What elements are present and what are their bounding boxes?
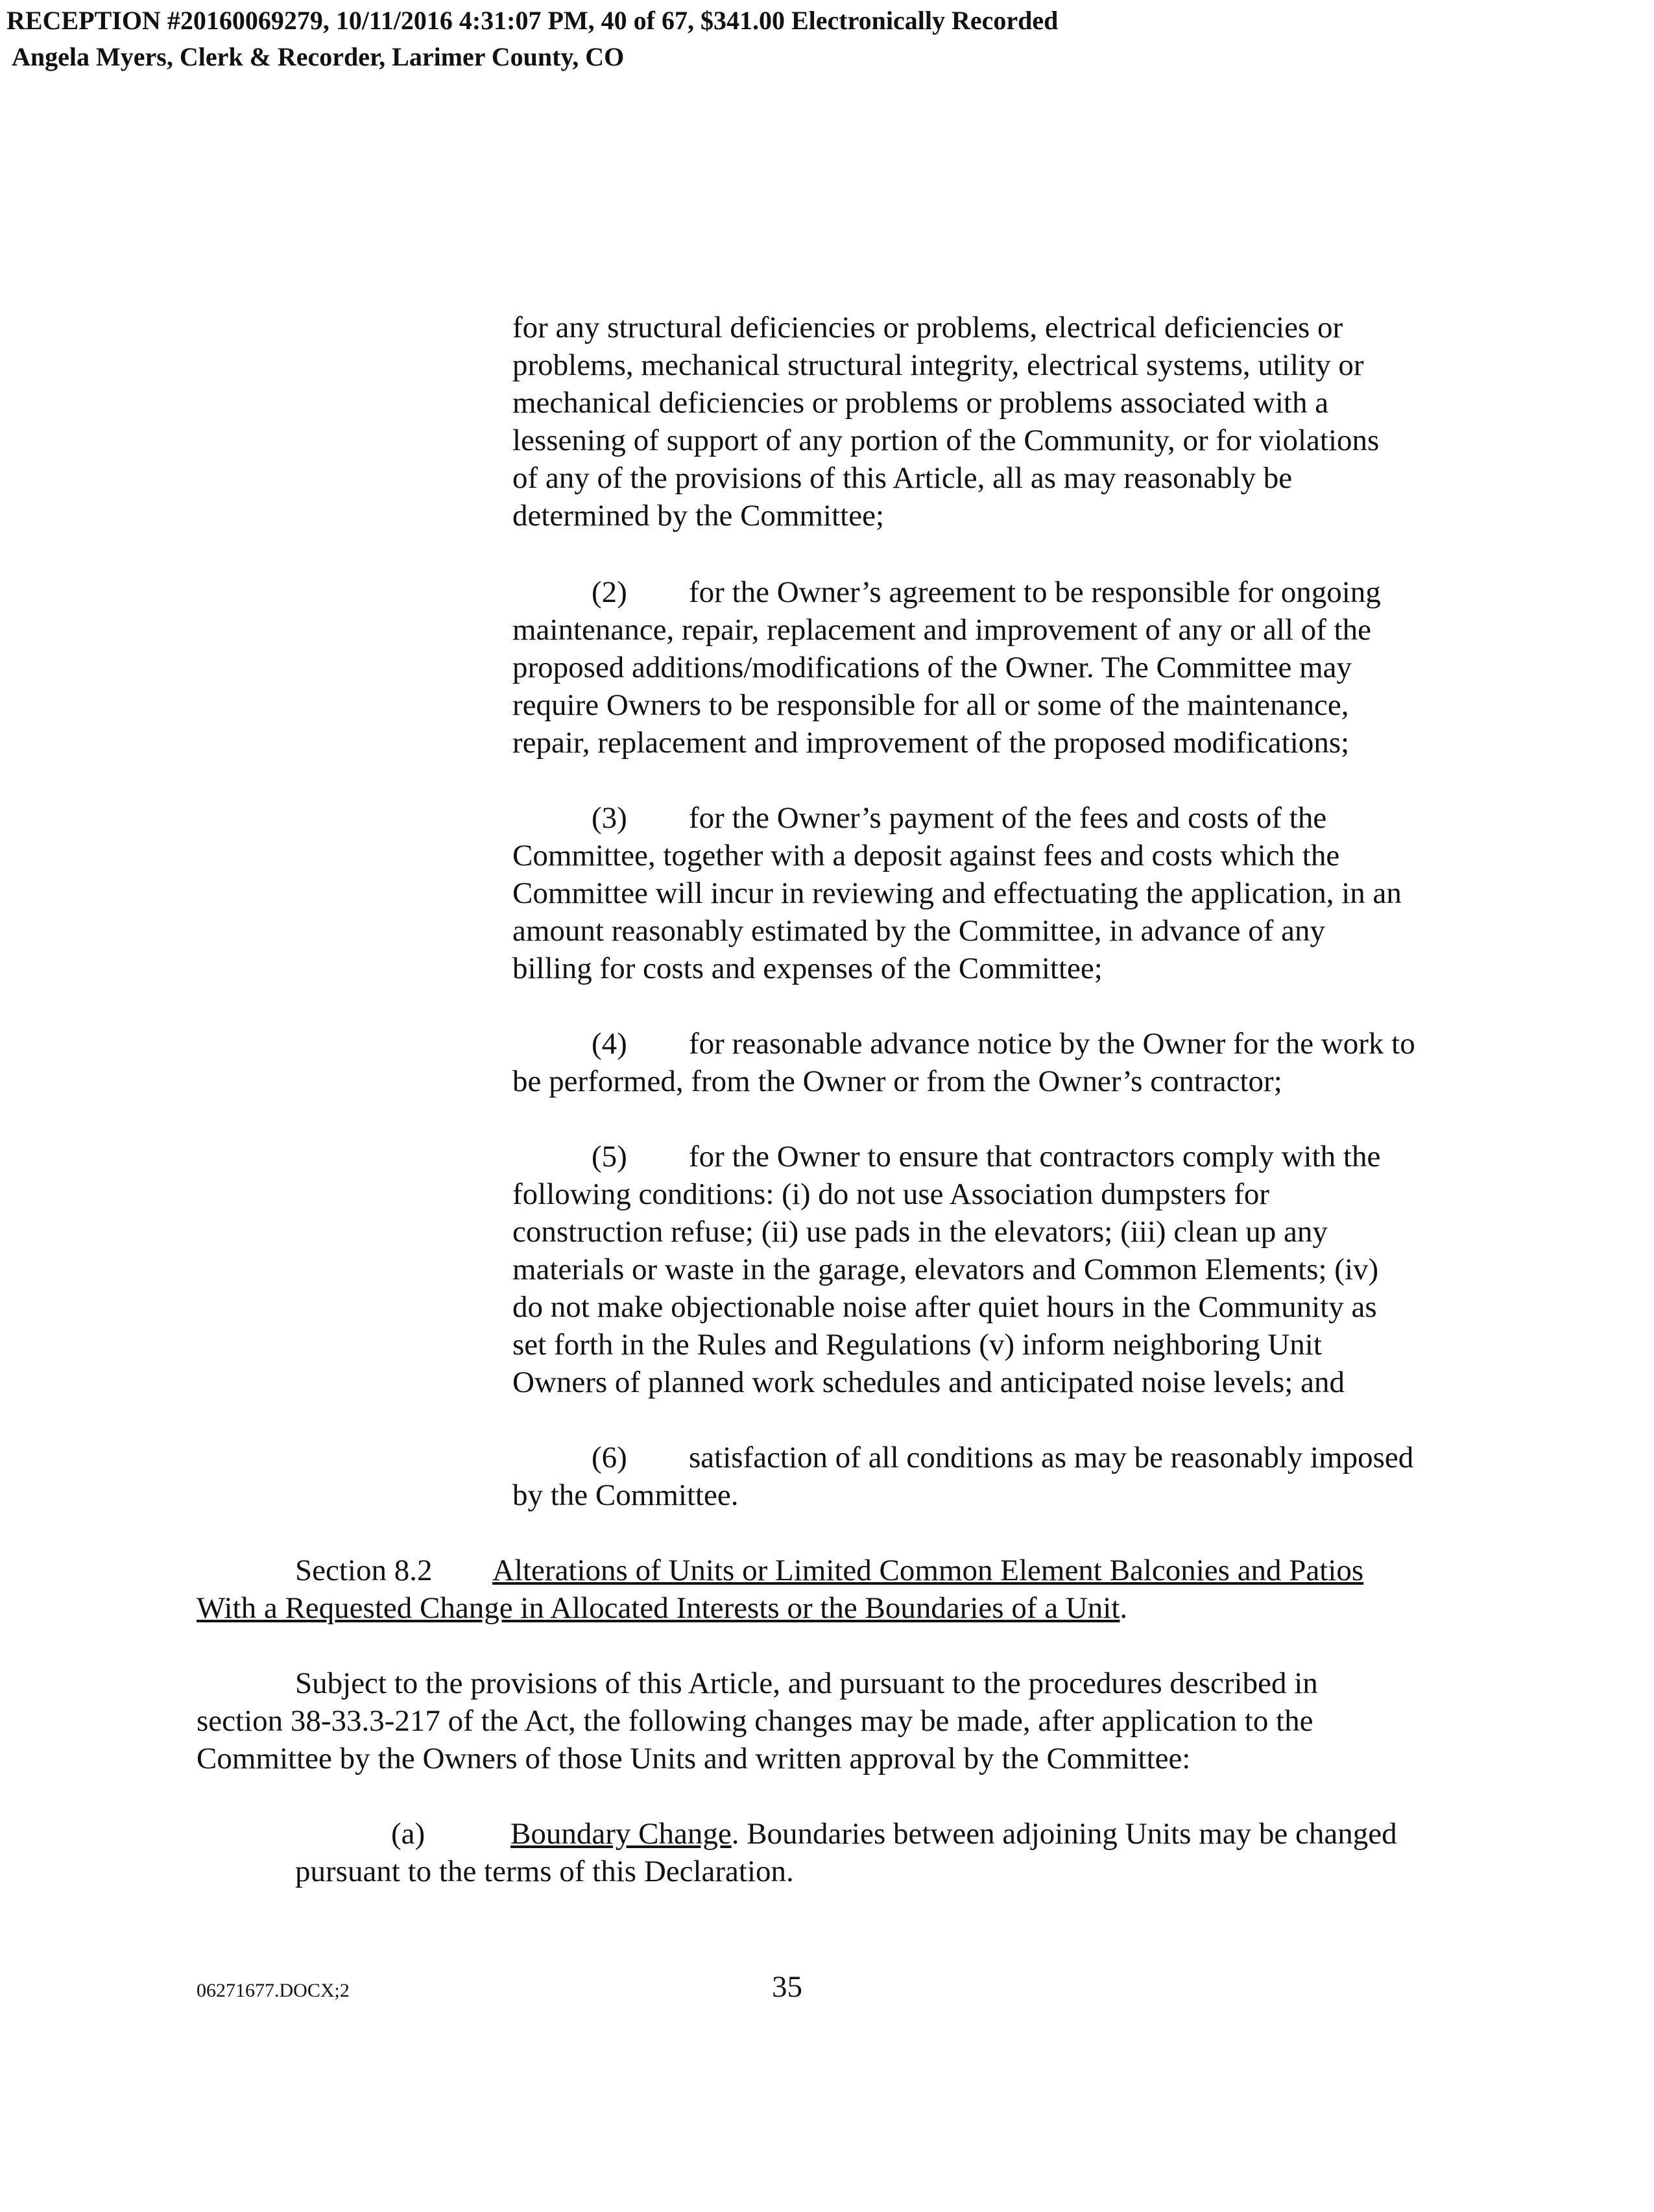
text-line: section 38-33.3-217 of the Act, the following changes may be made, after application to the <box>197 1704 1313 1738</box>
text-line: problems, mechanical structural integrity, electrical systems, utility or <box>512 348 1364 382</box>
section-title-period: . <box>1120 1591 1128 1625</box>
text-line: proposed additions/modifications of the Owner. The Committee may <box>512 651 1352 684</box>
text-line: of any of the provisions of this Article, all as may reasonably be <box>512 461 1293 495</box>
section-title-line-2: With a Requested Change in Allocated Interests or the Boundaries of a Unit <box>197 1591 1120 1625</box>
text-line: mechanical deficiencies or problems or problems associated with a <box>512 386 1329 420</box>
text-line: for reasonable advance notice by the Owner for the work to <box>689 1027 1415 1061</box>
intro-paragraph <box>197 1665 1318 1777</box>
section-title-line-1: Alterations of Units or Limited Common Element Balconies and Patios <box>492 1554 1364 1587</box>
text-line: determined by the Committee; <box>512 499 884 533</box>
list-item-4 <box>512 1025 1415 1100</box>
text-line: maintenance, repair, replacement and improvement of any or all of the <box>512 613 1371 647</box>
text-line: pursuant to the terms of this Declaration. <box>295 1855 794 1888</box>
sub-item-a <box>197 1815 1397 1890</box>
section-number: Section 8.2 <box>295 1554 433 1587</box>
text-line: billing for costs and expenses of the Committee; <box>512 952 1103 985</box>
text-line: materials or waste in the garage, elevators and Common Elements; (iv) <box>512 1253 1379 1286</box>
text-line: for the Owner to ensure that contractors comply with the <box>689 1140 1381 1173</box>
text-line: Subject to the provisions of this Article, and pursuant to the procedures described in <box>295 1666 1318 1700</box>
page-number: 35 <box>772 1970 802 2004</box>
text-line: require Owners to be responsible for all or some of the maintenance, <box>512 688 1349 722</box>
list-item-2 <box>512 573 1381 762</box>
text-line: Committee by the Owners of those Units and written approval by the Committee: <box>197 1742 1191 1775</box>
text-line: Owners of planned work schedules and anticipated noise levels; and <box>512 1365 1345 1399</box>
text-line: amount reasonably estimated by the Committee, in advance of any <box>512 914 1325 948</box>
list-item-3 <box>512 799 1402 987</box>
text-line: lessening of support of any portion of the Community, or for violations <box>512 424 1380 457</box>
text-line: by the Committee. <box>512 1478 739 1512</box>
section-heading <box>197 1552 1363 1627</box>
text-line: do not make objectionable noise after quiet hours in the Community as <box>512 1290 1377 1324</box>
item-number: (2) <box>592 575 627 609</box>
sub-item-heading: Boundary Change <box>510 1817 732 1851</box>
list-item-5 <box>512 1138 1380 1401</box>
text-line: repair, replacement and improvement of the proposed modifications; <box>512 726 1350 760</box>
text-line: set forth in the Rules and Regulations (v) inform neighboring Unit <box>512 1328 1322 1362</box>
text-line: for the Owner’s payment of the fees and costs of the <box>689 801 1327 835</box>
text-line: . Boundaries between adjoining Units may be changed <box>731 1817 1397 1851</box>
text-line: construction refuse; (ii) use pads in the elevators; (iii) clean up any <box>512 1215 1328 1249</box>
item-number: (6) <box>592 1441 627 1474</box>
item-number: (4) <box>592 1027 627 1061</box>
text-line: for any structural deficiencies or problems, electrical deficiencies or <box>512 311 1343 344</box>
text-line: be performed, from the Owner or from the Owner’s contractor; <box>512 1064 1282 1098</box>
document-id: 06271677.DOCX;2 <box>197 1980 350 2001</box>
continued-paragraph <box>512 309 1379 535</box>
recording-stamp <box>6 3 1058 75</box>
sub-item-number: (a) <box>391 1817 425 1851</box>
text-line: following conditions: (i) do not use Association dumpsters for <box>512 1177 1270 1211</box>
text-line: Committee, together with a deposit against fees and costs which the <box>512 839 1340 872</box>
item-number: (5) <box>592 1140 627 1173</box>
text-line: for the Owner’s agreement to be responsible for ongoing <box>689 575 1381 609</box>
list-item-6 <box>512 1439 1413 1514</box>
text-line: Committee will incur in reviewing and effectuating the application, in an <box>512 876 1402 910</box>
item-number: (3) <box>592 801 627 835</box>
text-line: satisfaction of all conditions as may be reasonably imposed <box>689 1441 1414 1474</box>
stamp-line-2: Angela Myers, Clerk & Recorder, Larimer County, CO <box>12 42 625 71</box>
stamp-line-1: RECEPTION #20160069279, 10/11/2016 4:31:07 PM, 40 of 67, $341.00 Electronically Recorded <box>6 6 1059 35</box>
